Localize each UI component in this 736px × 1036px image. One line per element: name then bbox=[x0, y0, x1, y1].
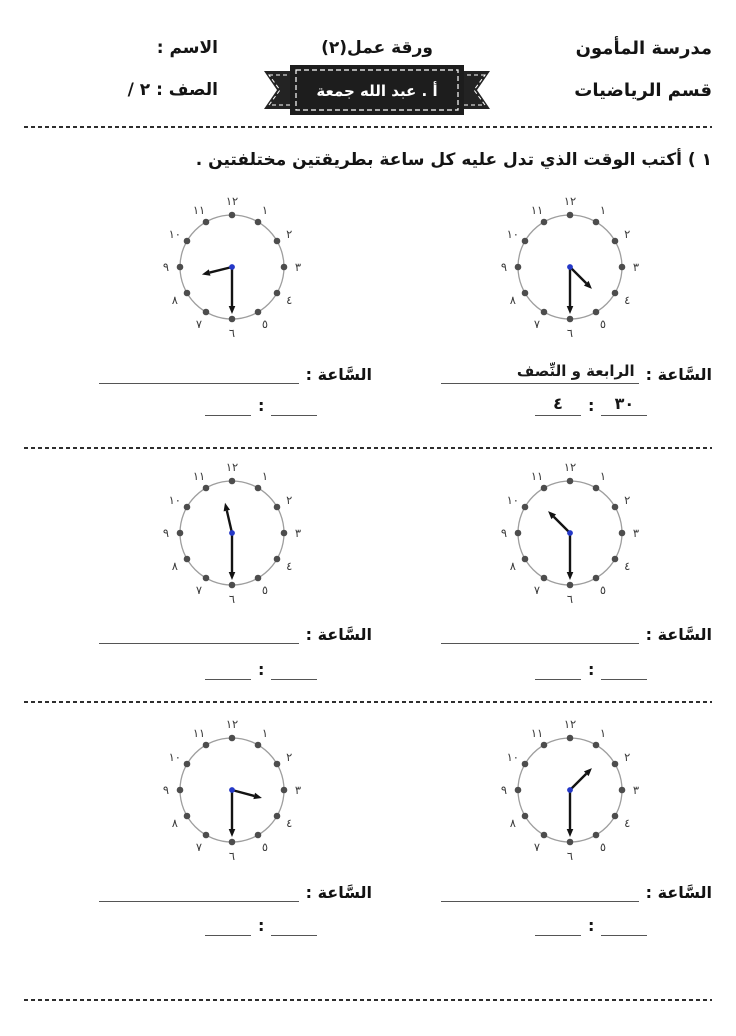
svg-text:٨: ٨ bbox=[509, 559, 516, 573]
time-label: السَّاعة : bbox=[645, 365, 712, 384]
answer-slot-words[interactable] bbox=[441, 362, 639, 384]
svg-text:٣: ٣ bbox=[294, 783, 302, 797]
svg-text:١: ١ bbox=[261, 468, 269, 483]
svg-text:٧: ٧ bbox=[195, 317, 203, 332]
svg-text:١٠: ١٠ bbox=[168, 493, 181, 507]
svg-text:٩: ٩ bbox=[500, 260, 508, 274]
digital-colon: : bbox=[258, 916, 265, 935]
svg-text:٥: ٥ bbox=[599, 583, 607, 598]
svg-text:١٠: ١٠ bbox=[168, 227, 181, 241]
school-name: مدرسة المأمون bbox=[575, 38, 712, 59]
digital-colon: : bbox=[588, 916, 595, 935]
answer-slot-words[interactable] bbox=[99, 362, 299, 384]
time-label: السَّاعة : bbox=[305, 883, 372, 902]
page-bottom-divider bbox=[24, 999, 712, 1001]
class-label: الصف : ٢ / bbox=[127, 80, 218, 100]
section-divider-2 bbox=[24, 701, 712, 703]
svg-text:٦: ٦ bbox=[228, 326, 236, 340]
answer-slot-words[interactable] bbox=[441, 622, 639, 644]
answer-text bbox=[291, 622, 299, 640]
digital-time-row1-right bbox=[535, 394, 647, 416]
time-word-line-row1-left bbox=[99, 362, 372, 384]
answer-text: الرابعة و النِّصف bbox=[516, 362, 635, 380]
svg-text:٢: ٢ bbox=[286, 493, 293, 507]
svg-text:١٢: ١٢ bbox=[225, 717, 239, 731]
answer-slot-words[interactable] bbox=[99, 880, 299, 902]
svg-text:٩: ٩ bbox=[162, 526, 170, 540]
worksheet-title: ورقة عمل(٢) bbox=[321, 38, 433, 58]
svg-text:١١: ١١ bbox=[530, 468, 544, 483]
teacher-ribbon bbox=[262, 64, 492, 116]
digital-hour-slot[interactable] bbox=[205, 658, 251, 680]
digital-hour-slot[interactable]: ٤ bbox=[535, 394, 581, 416]
digital-hour-slot[interactable] bbox=[205, 914, 251, 936]
clock-face-row1-right bbox=[492, 189, 648, 349]
answer-slot-words[interactable] bbox=[441, 880, 639, 902]
clock-face-row2-right bbox=[492, 455, 648, 615]
svg-text:٨: ٨ bbox=[171, 293, 178, 307]
svg-text:٩: ٩ bbox=[500, 526, 508, 540]
svg-text:٧: ٧ bbox=[533, 583, 541, 598]
digital-minute-slot[interactable] bbox=[601, 914, 647, 936]
svg-text:٥: ٥ bbox=[261, 840, 269, 855]
svg-text:١: ١ bbox=[599, 468, 607, 483]
time-word-line-row1-right bbox=[441, 362, 712, 384]
svg-text:٧: ٧ bbox=[195, 840, 203, 855]
svg-text:٤: ٤ bbox=[624, 559, 631, 573]
digital-minute-slot[interactable] bbox=[601, 658, 647, 680]
svg-text:٧: ٧ bbox=[533, 317, 541, 332]
svg-text:٥: ٥ bbox=[261, 583, 269, 598]
digital-colon: : bbox=[588, 660, 595, 679]
digital-colon: : bbox=[258, 660, 265, 679]
time-label: السَّاعة : bbox=[305, 625, 372, 644]
svg-text:٨: ٨ bbox=[171, 559, 178, 573]
svg-text:٦: ٦ bbox=[228, 849, 236, 863]
digital-minute-slot[interactable] bbox=[271, 914, 317, 936]
teacher-name: أ . عبد الله جمعة bbox=[316, 82, 438, 100]
clock-face-row3-right bbox=[492, 712, 648, 872]
svg-text:١: ١ bbox=[599, 202, 607, 217]
time-word-line-row2-left bbox=[99, 622, 372, 644]
svg-text:١٢: ١٢ bbox=[225, 194, 239, 208]
svg-text:٤: ٤ bbox=[286, 816, 293, 830]
time-label: السَّاعة : bbox=[305, 365, 372, 384]
svg-text:٨: ٨ bbox=[171, 816, 178, 830]
svg-text:٤: ٤ bbox=[624, 293, 631, 307]
svg-text:٥: ٥ bbox=[261, 317, 269, 332]
svg-text:١١: ١١ bbox=[192, 468, 206, 483]
svg-text:٢: ٢ bbox=[624, 227, 631, 241]
answer-text bbox=[631, 880, 639, 898]
svg-text:١١: ١١ bbox=[530, 202, 544, 217]
clock-face-row1-left bbox=[154, 189, 310, 349]
svg-text:١: ١ bbox=[261, 202, 269, 217]
answer-text bbox=[291, 880, 299, 898]
clock-face-row2-left bbox=[154, 455, 310, 615]
digital-time-row3-left bbox=[205, 914, 317, 936]
svg-text:٧: ٧ bbox=[533, 840, 541, 855]
svg-text:١: ١ bbox=[261, 725, 269, 740]
svg-text:٢: ٢ bbox=[624, 493, 631, 507]
digital-hour-slot[interactable] bbox=[535, 914, 581, 936]
svg-text:١١: ١١ bbox=[530, 725, 544, 740]
svg-text:١٠: ١٠ bbox=[506, 493, 519, 507]
svg-text:٢: ٢ bbox=[286, 227, 293, 241]
section-divider-1 bbox=[24, 447, 712, 449]
svg-text:١٢: ١٢ bbox=[563, 194, 577, 208]
svg-text:٩: ٩ bbox=[162, 260, 170, 274]
svg-text:٣: ٣ bbox=[294, 260, 302, 274]
svg-text:٧: ٧ bbox=[195, 583, 203, 598]
digital-minute-slot[interactable] bbox=[271, 658, 317, 680]
svg-text:٢: ٢ bbox=[286, 750, 293, 764]
header-divider bbox=[24, 126, 712, 128]
clock-face-row3-left bbox=[154, 712, 310, 872]
digital-hour-slot[interactable] bbox=[535, 658, 581, 680]
svg-text:٥: ٥ bbox=[599, 840, 607, 855]
answer-text bbox=[631, 622, 639, 640]
time-word-line-row2-right bbox=[441, 622, 712, 644]
answer-slot-words[interactable] bbox=[99, 622, 299, 644]
svg-text:٣: ٣ bbox=[632, 260, 640, 274]
digital-hour-slot[interactable] bbox=[205, 394, 251, 416]
digital-time-row2-left bbox=[205, 658, 317, 680]
svg-text:٦: ٦ bbox=[566, 326, 574, 340]
svg-text:١١: ١١ bbox=[192, 725, 206, 740]
time-word-line-row3-right bbox=[441, 880, 712, 902]
digital-time-row2-right bbox=[535, 658, 647, 680]
digital-time-row1-left bbox=[205, 394, 317, 416]
svg-text:٣: ٣ bbox=[632, 783, 640, 797]
digital-time-row3-right bbox=[535, 914, 647, 936]
svg-text:٩: ٩ bbox=[500, 783, 508, 797]
svg-text:١: ١ bbox=[599, 725, 607, 740]
svg-text:٨: ٨ bbox=[509, 816, 516, 830]
svg-text:٢: ٢ bbox=[624, 750, 631, 764]
svg-text:١٠: ١٠ bbox=[506, 227, 519, 241]
svg-text:١٢: ١٢ bbox=[563, 717, 577, 731]
time-word-line-row3-left bbox=[99, 880, 372, 902]
svg-text:٣: ٣ bbox=[294, 526, 302, 540]
digital-minute-slot[interactable] bbox=[271, 394, 317, 416]
svg-text:٣: ٣ bbox=[632, 526, 640, 540]
svg-text:٨: ٨ bbox=[509, 293, 516, 307]
digital-minute-slot[interactable]: ٣٠ bbox=[601, 394, 647, 416]
svg-text:٦: ٦ bbox=[228, 592, 236, 606]
digital-colon: : bbox=[588, 396, 595, 415]
svg-text:١٠: ١٠ bbox=[168, 750, 181, 764]
answer-text bbox=[291, 362, 299, 380]
svg-text:٦: ٦ bbox=[566, 592, 574, 606]
svg-text:٩: ٩ bbox=[162, 783, 170, 797]
question-1-instruction: ١ ) أكتب الوقت الذي تدل عليه كل ساعة بطريقتين مختلفتين . bbox=[195, 150, 712, 170]
svg-text:٦: ٦ bbox=[566, 849, 574, 863]
svg-text:١٠: ١٠ bbox=[506, 750, 519, 764]
svg-text:١١: ١١ bbox=[192, 202, 206, 217]
svg-text:٤: ٤ bbox=[286, 559, 293, 573]
svg-text:١٢: ١٢ bbox=[225, 460, 239, 474]
svg-text:٥: ٥ bbox=[599, 317, 607, 332]
name-label: الاسم : bbox=[156, 38, 218, 58]
digital-colon: : bbox=[258, 396, 265, 415]
department-name: قسم الرياضيات bbox=[574, 80, 712, 101]
svg-text:١٢: ١٢ bbox=[563, 460, 577, 474]
svg-text:٤: ٤ bbox=[286, 293, 293, 307]
svg-text:٤: ٤ bbox=[624, 816, 631, 830]
time-label: السَّاعة : bbox=[645, 625, 712, 644]
time-label: السَّاعة : bbox=[645, 883, 712, 902]
